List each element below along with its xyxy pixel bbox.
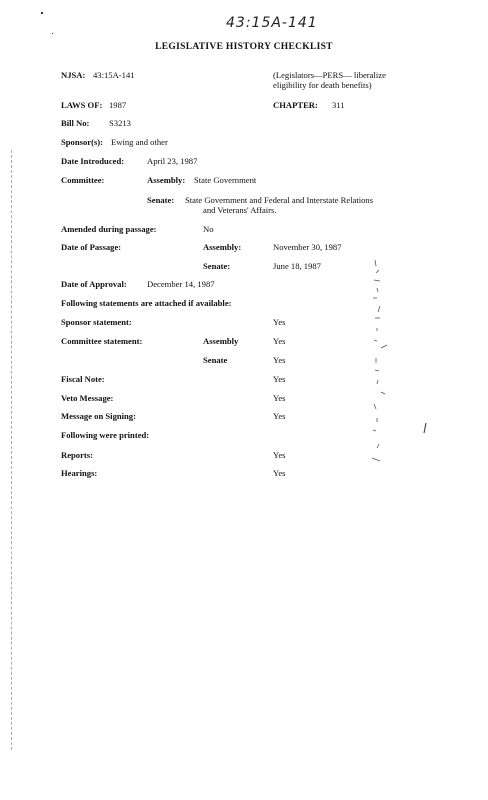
fiscal-note-label: Fiscal Note: <box>61 374 105 384</box>
date-of-passage-label: Date of Passage: <box>61 242 122 252</box>
committee-senate-value-line2: and Veterans' Affairs. <box>203 205 277 215</box>
committee-statement-assembly-value: Yes <box>273 336 286 346</box>
printed-heading: Following were printed: <box>61 430 150 440</box>
committee-statement-senate-label: Senate <box>203 355 228 365</box>
sponsor-statement-value: Yes <box>273 317 286 327</box>
passage-assembly-value: November 30, 1987 <box>273 242 342 252</box>
njsa-description-line1: (Legislators—PERS— liberalize <box>273 70 386 80</box>
chapter-label: CHAPTER: <box>273 100 318 110</box>
chapter-value: 311 <box>332 100 345 110</box>
amended-label: Amended during passage: <box>61 224 157 234</box>
scan-mark-right <box>420 422 430 436</box>
committee-label: Committee: <box>61 175 105 185</box>
message-on-signing-value: Yes <box>273 411 286 421</box>
committee-assembly-value: State Government <box>194 175 257 185</box>
sponsor-statement-label: Sponsor statement: <box>61 317 132 327</box>
page-title: LEGISLATIVE HISTORY CHECKLIST <box>155 42 333 52</box>
veto-message-value: Yes <box>273 393 286 403</box>
passage-senate-value: June 18, 1987 <box>273 261 321 271</box>
laws-of-label: LAWS OF: <box>61 100 103 110</box>
committee-assembly-label: Assembly: <box>147 175 186 185</box>
reports-label: Reports: <box>61 450 93 460</box>
sponsors-value: Ewing and other <box>111 137 168 147</box>
njsa-value: 43:15A-141 <box>93 70 135 80</box>
committee-statement-assembly-label: Assembly <box>203 336 239 346</box>
hearings-label: Hearings: <box>61 468 98 478</box>
bill-no-label: Bill No: <box>61 118 90 128</box>
passage-assembly-label: Assembly: <box>203 242 242 252</box>
amended-value: No <box>203 224 214 234</box>
date-of-approval-label: Date of Approval: <box>61 279 127 289</box>
scan-speck <box>41 12 43 14</box>
passage-senate-label: Senate: <box>203 261 231 271</box>
committee-senate-label: Senate: <box>147 195 175 205</box>
sponsors-label: Sponsor(s): <box>61 137 104 147</box>
reports-value: Yes <box>273 450 286 460</box>
attached-statements-heading: Following statements are attached if available: <box>61 298 232 308</box>
scan-noise-marks <box>355 258 395 478</box>
veto-message-label: Veto Message: <box>61 393 114 403</box>
date-introduced-label: Date Introduced: <box>61 156 125 166</box>
committee-statement-senate-value: Yes <box>273 355 286 365</box>
njsa-label: NJSA: <box>61 70 86 80</box>
date-of-approval-value: December 14, 1987 <box>147 279 215 289</box>
scan-speck <box>52 33 53 34</box>
committee-senate-value-line1: State Government and Federal and Interstate Relations <box>185 195 374 205</box>
message-on-signing-label: Message on Signing: <box>61 411 136 421</box>
committee-statement-label: Committee statement: <box>61 336 143 346</box>
scan-margin-line <box>11 150 13 750</box>
date-introduced-value: April 23, 1987 <box>147 156 198 166</box>
fiscal-note-value: Yes <box>273 374 286 384</box>
handwritten-reference-number: 43:15A-141 <box>226 15 318 31</box>
laws-of-value: 1987 <box>109 100 127 110</box>
bill-no-value: S3213 <box>109 118 131 128</box>
njsa-description-line2: eligibility for death benefits) <box>273 80 372 90</box>
hearings-value: Yes <box>273 468 286 478</box>
